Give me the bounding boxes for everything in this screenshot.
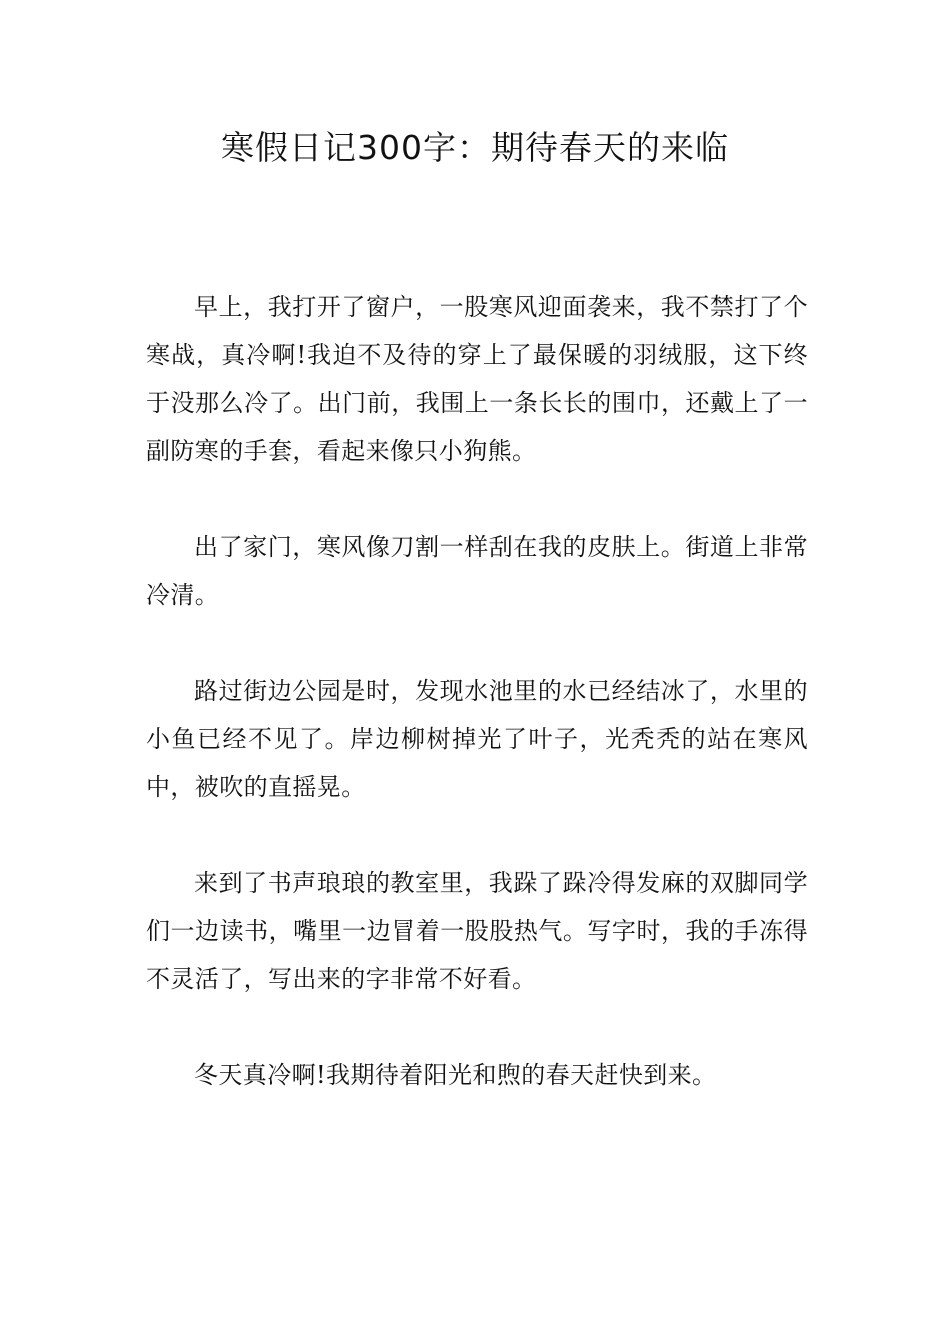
paragraph-2: 出了家门，寒风像刀割一样刮在我的皮肤上。街道上非常冷清。	[146, 533, 808, 609]
document-title: 寒假日记300字：期待春天的来临	[221, 128, 729, 167]
paragraph-4: 来到了书声琅琅的教室里，我跺了跺冷得发麻的双脚同学们一边读书，嘴里一边冒着一股股热气。写字时，我的手冻得不灵活了，写出来的字非常不好看。	[146, 869, 808, 993]
paragraph-5: 冬天真冷啊!我期待着阳光和煦的春天赶快到来。	[194, 1061, 717, 1089]
paragraph-1: 早上，我打开了窗户，一股寒风迎面袭来，我不禁打了个寒战，真冷啊!我迫不及待的穿上了最保暖的羽绒服，这下终于没那么冷了。出门前，我围上一条长长的围巾，还戴上了一副防寒的手套，看起来像只小狗熊。	[146, 293, 808, 465]
document-body	[146, 283, 808, 1099]
paragraph-3: 路过街边公园是时，发现水池里的水已经结冰了，水里的小鱼已经不见了。岸边柳树掉光了叶子，光秃秃的站在寒风中，被吹的直摇晃。	[146, 677, 808, 801]
